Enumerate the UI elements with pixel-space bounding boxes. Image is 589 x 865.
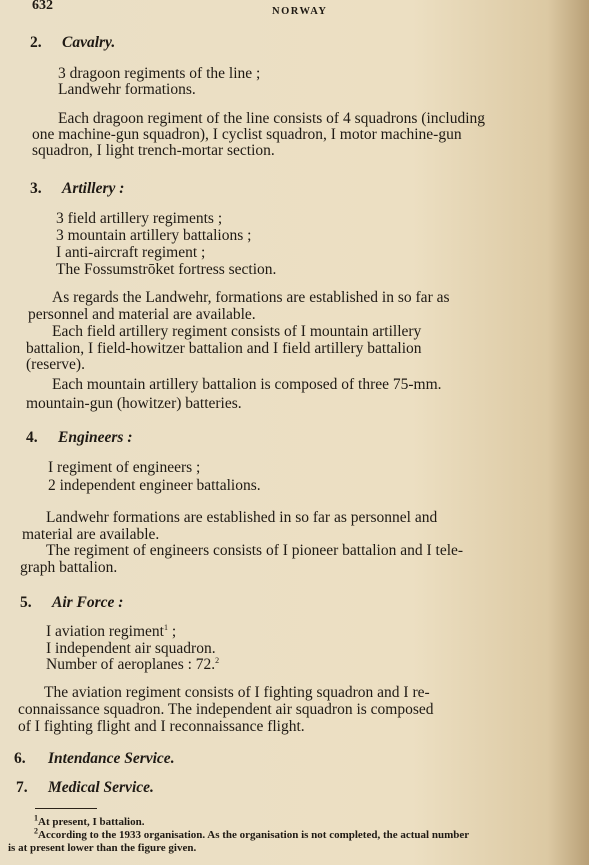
list-item [46,624,176,640]
running-header: NORWAY [272,6,328,17]
section-heading-artillery [30,180,124,198]
section-number: 7. [16,779,28,796]
section-heading-intendance [14,750,175,768]
section-heading-engineers [26,429,133,447]
section-number: 6. [14,750,26,767]
section-number: 5. [20,594,32,611]
paragraph-line: battalion, I field-howitzer battalion and I field artillery battalion [26,340,422,357]
paragraph-line: As regards the Landwehr, formations are established in so far as [52,289,450,306]
section-title: Artillery : [62,180,125,197]
list-item: Landwehr formations. [58,81,196,98]
section-heading-cavalry [30,34,115,52]
list-item-suffix: ; [167,623,177,640]
paragraph-line: The aviation regiment consists of I fighting squadron and I re- [44,684,430,701]
list-item: I regiment of engineers ; [48,459,201,476]
list-item: 2 independent engineer battalions. [48,477,261,494]
footnote [34,813,145,828]
paragraph-line: of I fighting flight and I reconnaissance flight. [18,718,305,735]
page-number: 632 [32,0,53,13]
section-title: Intendance Service. [48,750,175,767]
paragraph-line: Landwehr formations are established in so far as personnel and [46,509,438,526]
section-heading-air-force [20,594,123,612]
footnote [34,826,470,841]
footnote-text: According to the 1933 organisation. As the organisation is not completed, the actual number [38,829,470,841]
paragraph-line: Each field artillery regiment consists of I mountain artillery [52,323,422,340]
list-item: 3 dragoon regiments of the line ; [58,65,261,82]
list-item [46,657,219,673]
list-item-text: Number of aeroplanes : 72. [46,656,216,673]
section-number: 3. [30,180,42,197]
footnote-mark: 2 [34,826,38,836]
section-title: Cavalry. [62,34,116,51]
list-item: 3 field artillery regiments ; [56,210,223,227]
section-title: Air Force : [52,594,124,611]
paragraph-line: Each mountain artillery battalion is composed of three 75-mm. [52,376,442,393]
footnote-line: is at present lower than the figure given. [8,842,197,854]
paragraph-line: mountain-gun (howitzer) batteries. [26,395,242,412]
paragraph-line: Each dragoon regiment of the line consists of 4 squadrons (including [58,110,486,127]
footnote-mark: 1 [34,813,38,823]
footnote-mark: 1 [163,622,168,632]
section-title: Engineers : [58,429,133,446]
paragraph-line: connaissance squadron. The independent air squadron is composed [18,701,434,718]
paragraph-line: squadron, I light trench-mortar section. [32,142,275,159]
section-number: 4. [26,429,38,446]
paragraph-line: (reserve). [26,356,85,373]
paragraph-line: one machine-gun squadron), I cyclist squadron, I motor machine-gun [32,126,462,143]
footnote-rule [35,808,97,809]
paragraph-line: graph battalion. [20,559,118,576]
list-item-text: I aviation regiment [46,623,164,640]
list-item: The Fossumstrōket fortress section. [56,261,277,278]
paragraph-line: material are available. [22,526,160,543]
list-item: 3 mountain artillery battalions ; [56,227,252,244]
section-title: Medical Service. [48,779,154,796]
paragraph-line: personnel and material are available. [28,306,256,323]
section-number: 2. [30,34,42,51]
footnote-text: At present, I battalion. [38,816,145,828]
section-heading-medical [16,779,154,797]
paragraph-line: The regiment of engineers consists of I pioneer battalion and I tele- [46,542,464,559]
list-item: I independent air squadron. [46,640,216,657]
list-item: I anti-aircraft regiment ; [56,244,206,261]
footnote-mark: 2 [215,655,220,665]
